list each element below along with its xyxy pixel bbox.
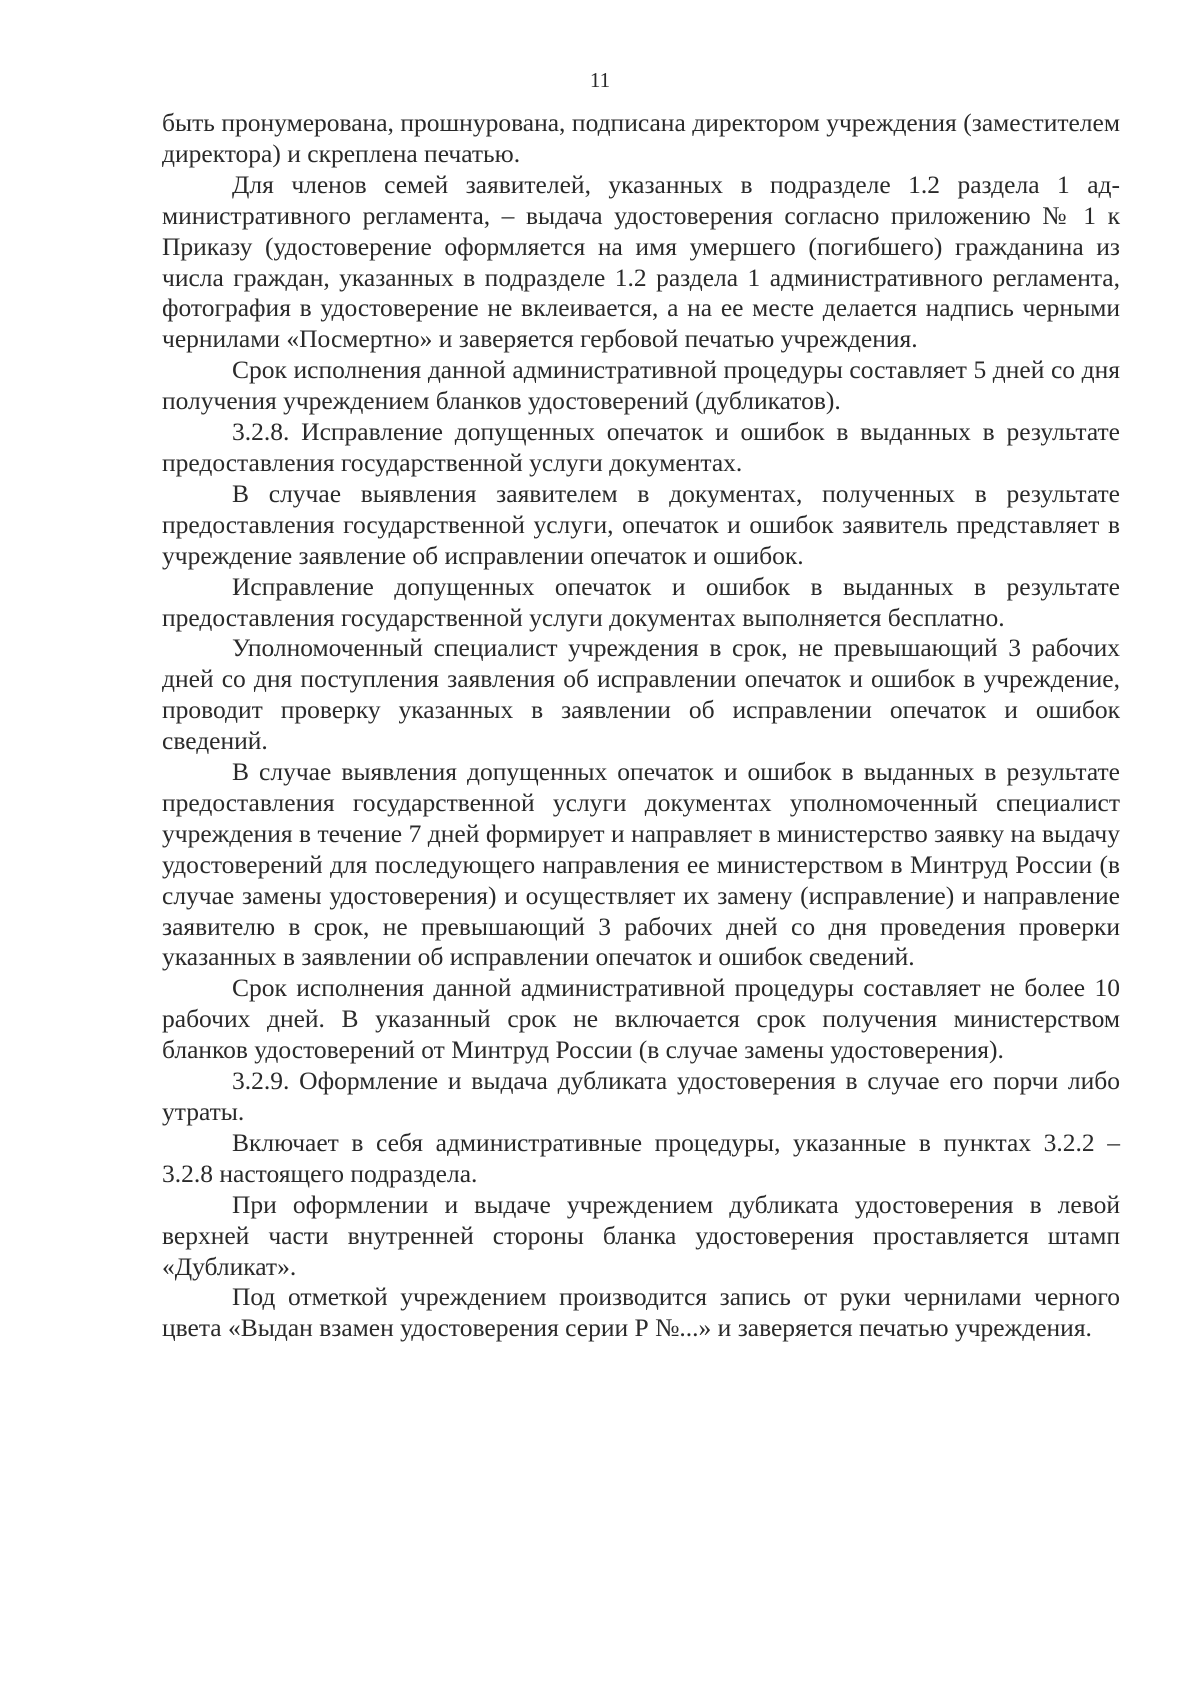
paragraph-5: В случае выявления заявителем в документах, полученных в результате предоставления государственной услуги, опечаток и ошибок заявитель представляет в учреждение заявление об исправлении опечаток и ошибок. — [162, 478, 1120, 570]
paragraph-12: При оформлении и выдаче учреждением дубликата удостоверения в левой верхней части внутренней стороны бланка удостоверения проставляется штамп «Дубликат». — [162, 1189, 1120, 1281]
paragraph-7: Уполномоченный специалист учреждения в срок, не превышающий 3 рабочих дней со дня поступления заявления об исправлении опечаток и ошибок в учреждение, проводит проверку указанных в заявлении об исправлении опечаток и ошибок сведений. — [162, 633, 1120, 756]
paragraph-8: В случае выявления допущенных опечаток и ошибок в выданных в результате предоставления государственной услуги документах уполномоченный специалист учреждения в течение 7 дней формирует и направляет в министерство заявку на выдачу удостоверений для последующего направления ее министерством в Минтруд России (в случае замены удостоверения) и осуществляет их замену (исправление) и направление заявителю в срок, не превышающий 3 рабочих дней со дня проведения проверки указанных в заявлении об исправлении опечаток и ошибок сведений. — [162, 757, 1120, 972]
paragraph-11: Включает в себя административные процедуры, указанные в пунктах 3.2.2 – 3.2.8 настоящего подраздела. — [162, 1127, 1120, 1188]
paragraph-3: Срок исполнения данной административной процедуры составляет 5 дней со дня получения учреждением бланков удостоверений (дубликатов). — [162, 355, 1120, 416]
document-body — [162, 108, 1120, 1344]
page-number: 11 — [589, 68, 611, 92]
paragraph-6: Исправление допущенных опечаток и ошибок в выданных в результате предоставления государственной услуги документах выполняется бесплатно. — [162, 571, 1120, 632]
paragraph-1: быть пронумерована, прошнурована, подписана директором учреждения (заместителем директора) и скреплена печатью. — [162, 108, 1120, 168]
section-3-2-8-heading: 3.2.8. Исправление допущенных опечаток и ошибок в выданных в результате предоставления государственной услуги документах. — [162, 417, 1120, 477]
paragraph-2: Для членов семей заявителей, указанных в подразделе 1.2 раздела 1 административного регламента, – выдача удостоверения согласно приложению № 1 к Приказу (удостоверение оформляется на имя умершего (погибшего) гражданина из числа граждан, указанных в подразделе 1.2 раздела 1 административного регламента, фотография в удостоверение не вклеивается, а на ее месте делается надпись черными чернилами «Посмертно» и заверяется гербовой печатью учреждения. — [162, 169, 1120, 354]
paragraph-13: Под отметкой учреждением производится запись от руки чернилами черного цвета «Выдан взамен удостоверения серии Р №...» и заверяется печатью учреждения. — [162, 1282, 1120, 1343]
section-3-2-9-heading: 3.2.9. Оформление и выдача дубликата удостоверения в случае его порчи либо утраты. — [162, 1066, 1120, 1126]
paragraph-9: Срок исполнения данной административной процедуры составляет не более 10 рабочих дней. В указанный срок не включается срок получения министерством бланков удостоверений от Минтруд России (в случае замены удостоверения). — [162, 973, 1120, 1065]
